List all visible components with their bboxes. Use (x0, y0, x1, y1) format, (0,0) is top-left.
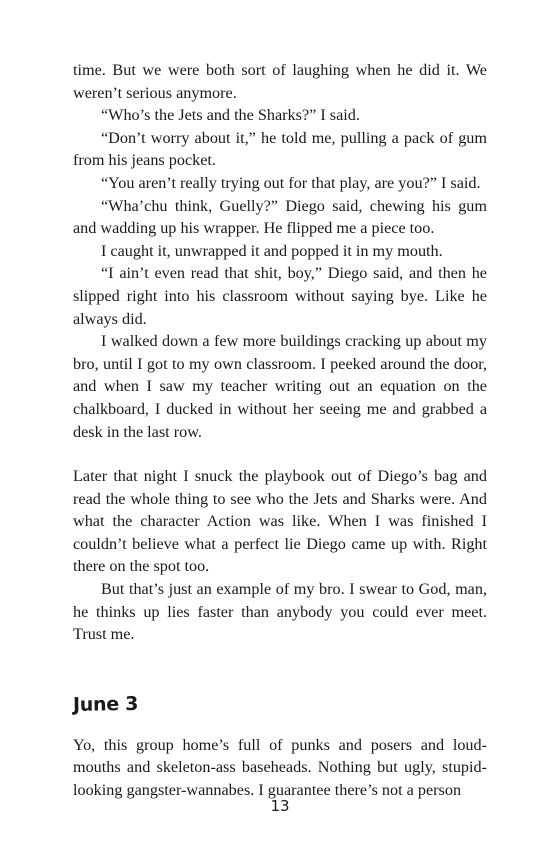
section-heading-wrapper (73, 694, 487, 734)
section-heading: June 3 (72, 692, 139, 716)
paragraph: I walked down a few more buildings cracking up about my bro, until I got to my own classroom. I peeked around the door, and when I saw my teacher writing out an equation on the chalkboard, I ducked in without her seeing me and grabbed a desk in the last row. (73, 332, 487, 441)
paragraph: Later that night I snuck the playbook out of Diego’s bag and read the whole thing to see who the Jets and Sharks were. And what the character Action was like. When I was finished I couldn’t believe what a perfect lie Diego came up with. Right there on the spot too. (73, 467, 487, 576)
section-break (73, 443, 487, 465)
text-section-1 (73, 59, 487, 443)
heading-spacer (73, 646, 487, 694)
paragraph: “Don’t worry about it,” he told me, pulling a pack of gum from his jeans pocket. (73, 128, 487, 170)
text-section-2 (73, 465, 487, 646)
book-page (73, 59, 487, 802)
paragraph: “You aren’t really trying out for that play, are you?” I said. (101, 173, 481, 192)
paragraph: Yo, this group home’s full of punks and posers and loud-mouths and skeleton-ass baseheads. Nothing but ugly, stupid-looking gangster-wannabes. I guarantee there’s not a person (73, 735, 487, 800)
paragraph: time. But we were both sort of laughing when he did it. We weren’t serious anymore. (73, 61, 487, 102)
page-number: 13 (270, 797, 290, 815)
text-section-3 (73, 734, 487, 802)
paragraph: “Who’s the Jets and the Sharks?” I said. (101, 106, 360, 125)
paragraph: But that’s just an example of my bro. I swear to God, man, he thinks up lies faster than anybody you could ever meet. Trust me. (73, 580, 487, 644)
paragraph: “Wha’chu think, Guelly?” Diego said, chewing his gum and wadding up his wrapper. He flipped me a piece too. (73, 196, 487, 238)
paragraph: I caught it, unwrapped it and popped it in my mouth. (101, 241, 443, 260)
paragraph: “I ain’t even read that shit, boy,” Diego said, and then he slipped right into his classroom without saying bye. Like he always did. (73, 264, 487, 328)
